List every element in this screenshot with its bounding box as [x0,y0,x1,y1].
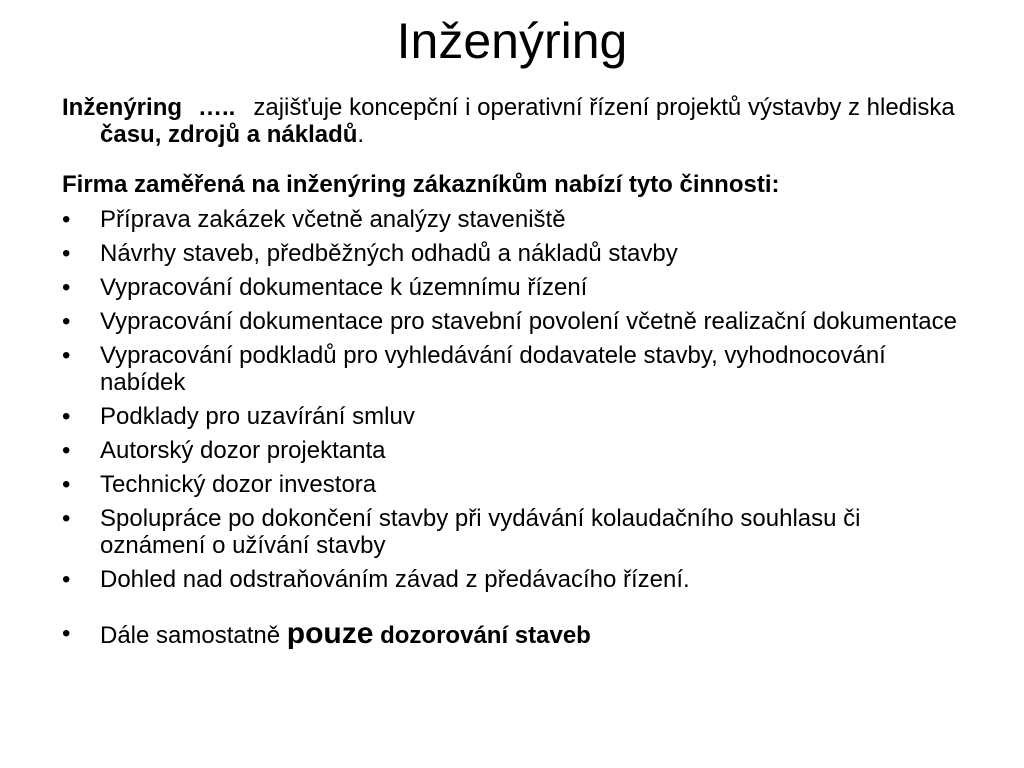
list-item [62,437,962,464]
list-item-text: Technický dozor investora [100,471,377,498]
bullet-icon: • [62,342,71,369]
final-item-text: Dále samostatně [100,622,287,649]
list-item [62,471,962,498]
list-item [62,342,962,396]
bullet-icon: • [62,403,71,430]
bullet-icon: • [62,471,71,498]
intro-dots: ….. [198,94,236,121]
list-item-text: Dohled nad odstraňováním závad z předávacího řízení. [100,566,690,593]
intro-text: zajišťuje koncepční i operativní řízení projektů výstavby z hlediska [253,94,955,121]
slide-content [62,94,962,656]
intro-term: Inženýring [62,94,183,121]
list-item-text: Vypracování podkladů pro vyhledávání dodavatele stavby, vyhodnocování nabídek [100,342,886,396]
list-item [62,566,962,593]
list-item [62,403,962,430]
list-item-text: Vypracování dokumentace k územnímu řízení [100,274,588,301]
list-item-text: Spolupráce po dokončení stavby při vydávání kolaudačního souhlasu či oznámení o užívání stavby [100,505,861,559]
bullet-icon: • [62,274,71,301]
list-item-text: Příprava zakázek včetně analýzy staveniště [100,206,566,233]
list-item-text: Autorský dozor projektanta [100,437,386,464]
bullet-icon: • [62,437,71,464]
activities-heading: Firma zaměřená na inženýring zákazníkům nabízí tyto činnosti: [62,171,780,198]
final-list-item [62,617,962,650]
slide-title: Inženýring [396,13,628,69]
bullet-icon: • [62,505,71,532]
list-item-text: Podklady pro uzavírání smluv [100,403,415,430]
final-item-emphasis: dozorování staveb [380,622,591,649]
intro-emphasis: času, zdrojů a nákladů [100,121,358,148]
bullet-icon: • [62,308,71,335]
list-item-text: Vypracování dokumentace pro stavební povolení včetně realizační dokumentace [100,308,957,335]
list-item [62,206,962,233]
activities-list [62,206,962,649]
list-item [62,274,962,301]
intro-paragraph [62,94,962,148]
final-item-big-emphasis: pouze [286,617,374,650]
bullet-icon: • [62,620,71,647]
bullet-icon: • [62,566,71,593]
bullet-icon: • [62,206,71,233]
list-item [62,505,962,559]
list-item-text: Návrhy staveb, předběžných odhadů a nákladů stavby [100,240,678,267]
intro-end: . [357,121,365,148]
list-item [62,308,962,335]
list-item [62,240,962,267]
bullet-icon: • [62,240,71,267]
